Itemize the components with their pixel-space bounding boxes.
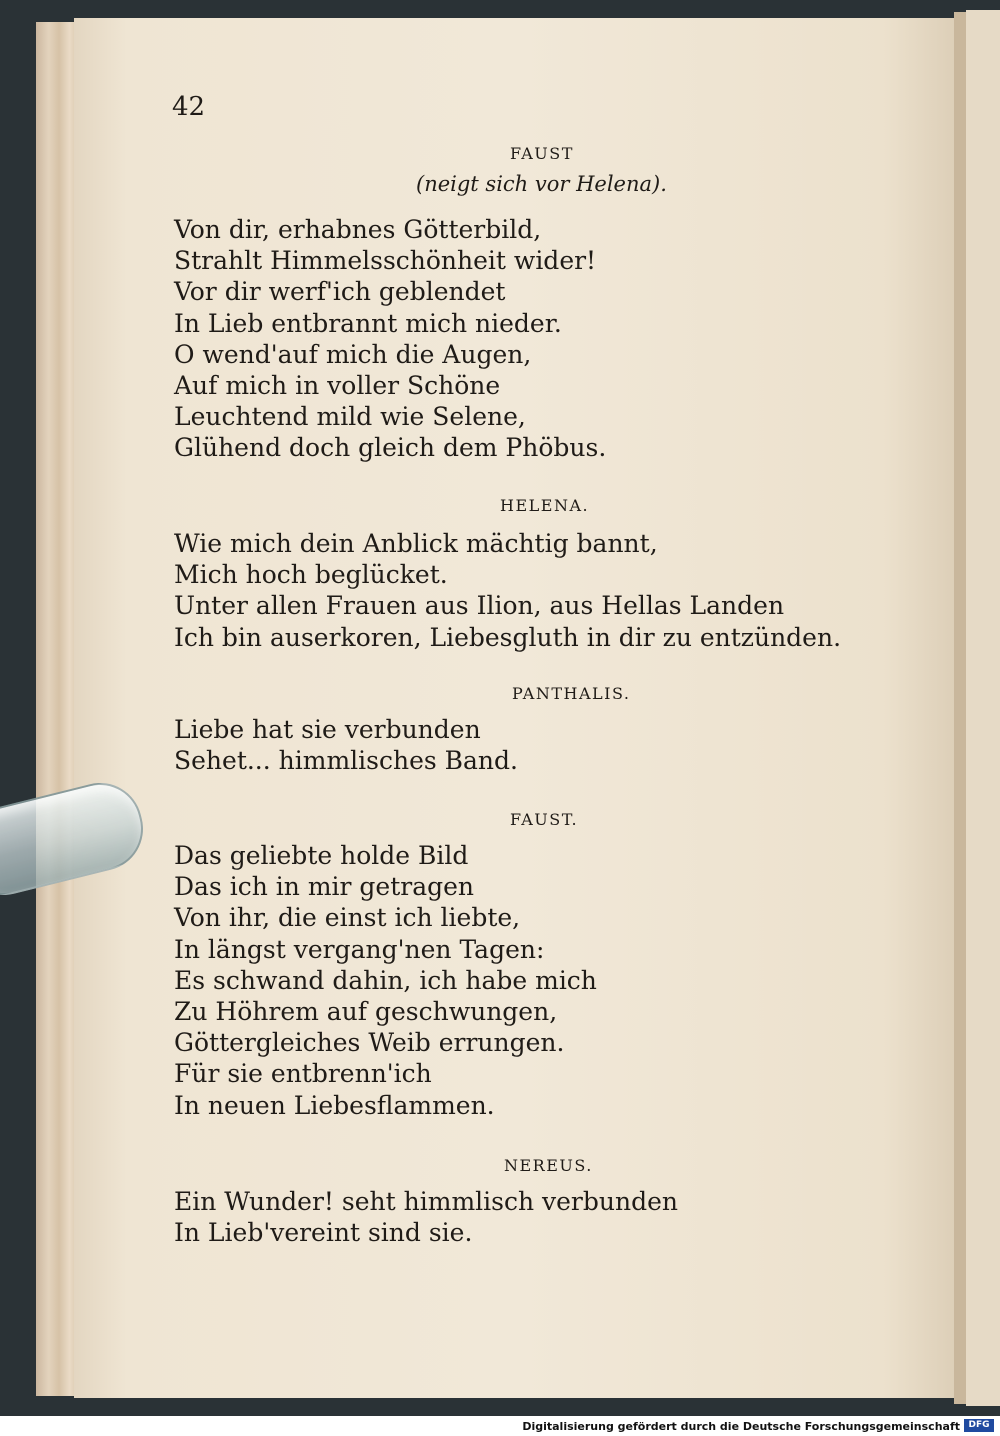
verse-line: In neuen Liebesflammen. [174, 1090, 495, 1120]
verse-line: Zu Höhrem auf geschwungen, [174, 996, 558, 1026]
verse-line: Auf mich in voller Schöne [174, 370, 501, 400]
speaker-helena: HELENA. [500, 496, 590, 515]
verse-line: Für sie entbrenn'ich [174, 1059, 432, 1089]
verse-line: Liebe hat sie verbunden [174, 715, 481, 744]
verse-line: Glühend doch gleich dem Phöbus. [174, 433, 607, 463]
verse-line: Strahlt Himmelsschönheit wider! [174, 246, 597, 276]
verse-block-panthalis [174, 714, 518, 776]
verse-block-faust-2 [174, 840, 597, 1121]
verse-block-nereus [174, 1186, 678, 1248]
speaker-nereus: NEREUS. [504, 1156, 593, 1175]
verse-line: Ich bin auserkoren, Liebesgluth in dir zu entzünden. [174, 622, 842, 652]
speaker-faust-2: FAUST. [510, 810, 579, 829]
verse-line: Mich hoch beglücket. [174, 560, 448, 590]
verse-line: In Lieb'vereint sind sie. [174, 1218, 473, 1248]
verse-block-faust [174, 214, 606, 464]
footer-credit: Digitalisierung gefördert durch die Deutsche Forschungsgemeinschaft [522, 1420, 960, 1433]
verse-line: Vor dir werf'ich geblendet [174, 277, 506, 307]
verse-line: Ein Wunder! seht himmlisch verbunden [174, 1187, 678, 1216]
verse-line: Das ich in mir getragen [174, 872, 475, 902]
verse-line: Leuchtend mild wie Selene, [174, 402, 526, 432]
verse-line: O wend'auf mich die Augen, [174, 339, 532, 369]
verse-line: Es schwand dahin, ich habe mich [174, 965, 597, 995]
verse-line: Göttergleiches Weib errungen. [174, 1028, 565, 1058]
speaker-panthalis: PANTHALIS. [512, 684, 631, 703]
footer-bar [0, 1416, 1000, 1436]
verse-line: Sehet... himmlisches Band. [174, 746, 518, 776]
verse-line: Von dir, erhabnes Götterbild, [174, 215, 542, 244]
stage-direction: (neigt sich vor Helena). [416, 172, 667, 196]
verse-line: Von ihr, die einst ich liebte, [174, 903, 521, 933]
speaker-faust: FAUST [510, 144, 574, 163]
verse-line: Das geliebte holde Bild [174, 841, 469, 870]
page-number: 42 [172, 92, 206, 122]
verse-line: Unter allen Frauen aus Ilion, aus Hellas Landen [174, 591, 785, 621]
dfg-logo: DFG [964, 1419, 994, 1432]
verse-line: Wie mich dein Anblick mächtig bannt, [174, 529, 658, 558]
verse-line: In längst vergang'nen Tagen: [174, 934, 545, 964]
verse-block-helena [174, 528, 841, 653]
verse-line: In Lieb entbrannt mich nieder. [174, 308, 562, 338]
